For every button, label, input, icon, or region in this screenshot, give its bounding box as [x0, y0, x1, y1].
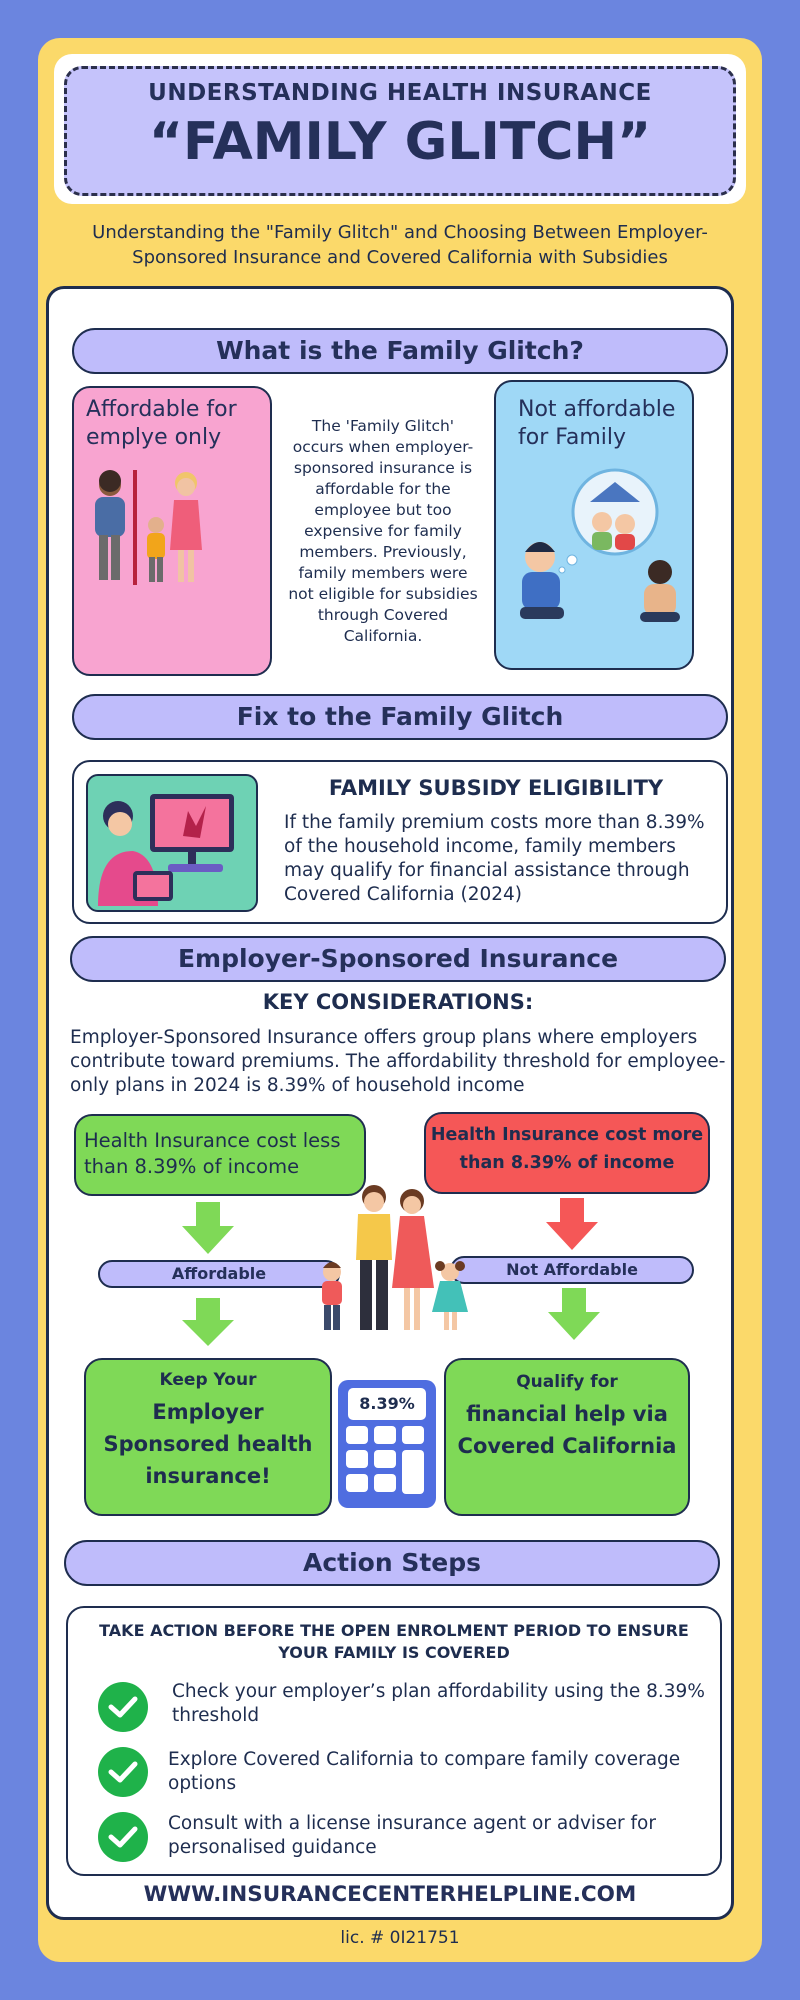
action-step-item: Consult with a license insurance agent or adviser for personalised guidance [168, 1813, 656, 1858]
not-affordable-family-label: Not affordable for Family [518, 397, 676, 450]
arrow-down-icon [182, 1202, 234, 1254]
affordable-employee-label: Affordable for emplye only [86, 397, 237, 450]
checkmark-icon [98, 1682, 148, 1732]
page-title: “FAMILY GLITCH” [148, 112, 652, 172]
check-glyph [108, 1695, 138, 1719]
section-heading-what-is: What is the Family Glitch? [72, 328, 728, 374]
family-subsidy-text: If the family premium costs more than 8.39% of the household income, family members may qualify for financial assistance through Covered California (2024) [284, 812, 705, 905]
qualify-financial-text: financial help via Covered California [457, 1402, 677, 1458]
checkmark-icon [98, 1812, 148, 1862]
section-heading-action-steps: Action Steps [64, 1540, 720, 1586]
keep-your-text: Keep Your [159, 1370, 257, 1390]
computer-user-icon [88, 776, 255, 909]
header-small-title: UNDERSTANDING HEALTH INSURANCE [148, 80, 652, 106]
action-step-item: Explore Covered California to compare family coverage options [168, 1749, 681, 1794]
cost-more-text: Health Insurance cost more than 8.39% of income [430, 1125, 704, 1173]
family-subsidy-title: FAMILY SUBSIDY ELIGIBILITY [328, 776, 664, 800]
calculator-icon [338, 1380, 436, 1508]
worried-family-illustration [510, 462, 685, 632]
arrow-down-icon [546, 1198, 598, 1250]
affordable-label: Affordable [98, 1260, 340, 1288]
computer-user-illustration-card [86, 774, 258, 912]
checkmark-icon [98, 1747, 148, 1797]
employee-figures-illustration [86, 465, 206, 590]
subtitle: Understanding the "Family Glitch" and Choosing Between Employer-Sponsored Insurance and Covered California with Subsidies [92, 222, 708, 268]
check-glyph [108, 1825, 138, 1849]
cost-less-text: Health Insurance cost less than 8.39% of income [84, 1129, 341, 1178]
section-heading-fix: Fix to the Family Glitch [72, 694, 728, 740]
section-heading-employer: Employer-Sponsored Insurance [70, 936, 726, 982]
qualify-for-text: Qualify for [516, 1372, 618, 1392]
key-considerations-title: KEY CONSIDERATIONS: [262, 990, 534, 1014]
not-affordable-label: Not Affordable [450, 1256, 694, 1284]
calculator-keys-icon [346, 1426, 428, 1500]
happy-family-illustration [308, 1180, 476, 1352]
calculator-display: 8.39% [348, 1388, 426, 1420]
action-step-item: Check your employer’s plan affordability using the 8.39% threshold [172, 1681, 705, 1726]
keep-employer-text: Employer Sponsored health insurance! [103, 1400, 313, 1488]
check-glyph [108, 1760, 138, 1784]
website-link[interactable]: WWW.INSURANCECENTERHELPLINE.COM [143, 1882, 637, 1907]
arrow-down-icon [548, 1288, 600, 1340]
action-steps-title: TAKE ACTION BEFORE THE OPEN ENROLMENT PERIOD TO ENSURE YOUR FAMILY IS COVERED [99, 1621, 689, 1662]
family-glitch-description: The 'Family Glitch' occurs when employer-sponsored insurance is affordable for the employee but too expensive for family members. Previously, family members were not eligible for subsidies through Covered California. [288, 417, 478, 645]
license-number: lic. # 0I21751 [340, 1928, 460, 1948]
employer-description: Employer-Sponsored Insurance offers group plans where employers contribute toward premiums. The affordability threshold for employee-only plans in 2024 is 8.39% of household income [70, 1027, 726, 1096]
arrow-down-icon [182, 1298, 234, 1346]
